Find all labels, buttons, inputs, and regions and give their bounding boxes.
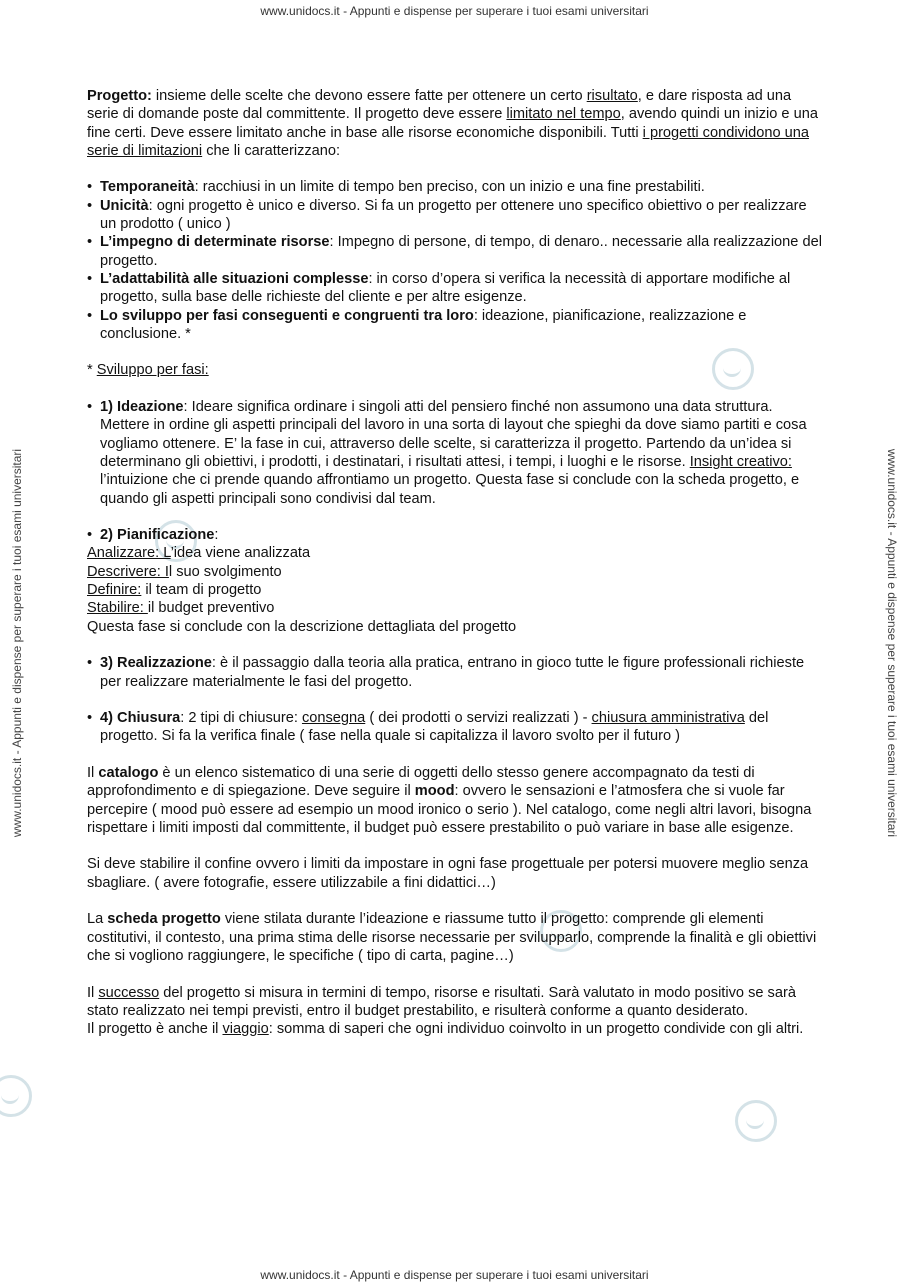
page-header: www.unidocs.it - Appunti e dispense per superare i tuoi esami universitari <box>260 4 649 18</box>
scheda-paragraph: La scheda progetto viene stilata durante l’ideazione e riassume tutto il progetto: comprende gli elementi costitutivi, il contesto, una prima stima delle risorse necessarie per svilupparlo, comprende la finalità e gli obiettivi che si vogliono raggiungere, le specifiche ( tipo di carta, pagine…) <box>87 911 817 964</box>
plan-step: Descrivere: Il suo svolgimento <box>87 563 282 580</box>
document-body <box>87 87 822 1038</box>
feature-item: • L’adattabilità alle situazioni complesse: in corso d’opera si verifica la necessità di apportare modifiche al progetto, sulla base delle richieste del cliente e per altre esigenze. <box>87 270 822 307</box>
phase-realizzazione: • 3) Realizzazione: è il passaggio dalla teoria alla pratica, entrano in gioco tutte le figure professionali richieste per realizzare materialmente le fasi del progetto. <box>87 654 822 691</box>
phase-chiusura: • 4) Chiusura: 2 tipi di chiusure: consegna ( dei prodotti o servizi realizzati ) - chiusura amministrativa del progetto. Si fa la verifica finale ( fase nella quale si capitalizza il lavoro svolto per il futuro ) <box>87 709 822 746</box>
plan-step: Definire: il team di progetto <box>87 582 262 599</box>
intro-paragraph: Progetto: insieme delle scelte che devono essere fatte per ottenere un certo risultato, e dare risposta ad una serie di domande poste dal committente. Il progetto deve essere limitato nel tempo, avendo quindi un inizio e una fine certi. Deve essere limitato anche in base alle risorse economiche disponibili. Tutti i progetti condividono una serie di limitazioni che li caratterizzano: <box>87 88 818 159</box>
confine-paragraph: Si deve stabilire il confine ovvero i limiti da impostare in ogni fase progettuale per potersi muovere meglio senza sbagliare. ( avere fotografie, essere utilizzabile a fini didattici…) <box>87 856 809 891</box>
phase-pianificazione: • 2) Pianificazione: <box>87 526 822 544</box>
plan-step: Analizzare: L’idea viene analizzata <box>87 545 311 562</box>
successo-paragraph: Il successo del progetto si misura in termini di tempo, risorse e risultati. Sarà valutato in modo positivo se sarà stato realizzato nei tempi previsti, entro il budget prestabilito, e risulterà conforme a quanto desiderato. <box>87 984 796 1019</box>
feature-item: • Lo sviluppo per fasi conseguenti e congruenti tra loro: ideazione, pianificazione, realizzazione e conclusione. * <box>87 307 822 344</box>
side-watermark-right: www.unidocs.it - Appunti e dispense per superare i tuoi esami universitari <box>885 448 899 838</box>
feature-item: • L’impegno di determinate risorse: Impegno di persone, di tempo, di denaro.. necessarie alla realizzazione del progetto. <box>87 233 822 270</box>
plan-step: Stabilire: il budget preventivo <box>87 600 275 617</box>
section-title-fasi: * Sviluppo per fasi: <box>87 362 209 379</box>
phase-ideazione: • 1) Ideazione: Ideare significa ordinare i singoli atti del pensiero finché non assumono una data struttura. Mettere in ordine gli aspetti principali del lavoro in una sorta di layout che spieghi da dove siamo partiti e cosa vogliamo ottenere. E’ la fase in cui, attraverso delle scelte, si caratterizza il progetto. Partendo da un’idea si determinano gli obiettivi, i prodotti, i destinatari, i risultati attesi, i tempi, i luoghi e le risorse. Insight creativo: l’intuizione che ci prende quando affrontiamo un progetto. Questa fase si conclude con la scheda progetto, e quando gli aspetti principali sono condivisi dal team. <box>87 398 822 508</box>
feature-item: • Unicità: ogni progetto è unico e diverso. Si fa un progetto per ottenere uno specifico obiettivo o per realizzare un prodotto ( unico ) <box>87 197 822 234</box>
watermark-logo-icon <box>0 1075 32 1117</box>
page-footer: www.unidocs.it - Appunti e dispense per superare i tuoi esami universitari <box>260 1268 649 1282</box>
catalogo-paragraph: Il catalogo è un elenco sistematico di una serie di oggetti dello stesso genere accompagnato da testi di approfondimento e di spiegazione. Deve seguire il mood: ovvero le sensazioni e l’atmosfera che si vuole far percepire ( mood può essere ad esempio un mood ironico o serio ). Nel catalogo, come negli altri lavori, bisogna rispettare i limiti imposti dal committente, il budget può essere prestabilito o può variare in base alle esigenze. <box>87 764 812 836</box>
watermark-logo-icon <box>735 1100 777 1142</box>
viaggio-paragraph: Il progetto è anche il viaggio: somma di saperi che ogni individuo coinvolto in un progetto condivide con gli altri. <box>87 1021 804 1038</box>
plan-close: Questa fase si conclude con la descrizione dettagliata del progetto <box>87 618 517 635</box>
side-watermark-left: www.unidocs.it - Appunti e dispense per superare i tuoi esami universitari <box>10 448 24 838</box>
feature-item: • Temporaneità: racchiusi in un limite di tempo ben preciso, con un inizio e una fine prestabiliti. <box>87 178 822 196</box>
term-progetto: Progetto: <box>87 88 152 104</box>
